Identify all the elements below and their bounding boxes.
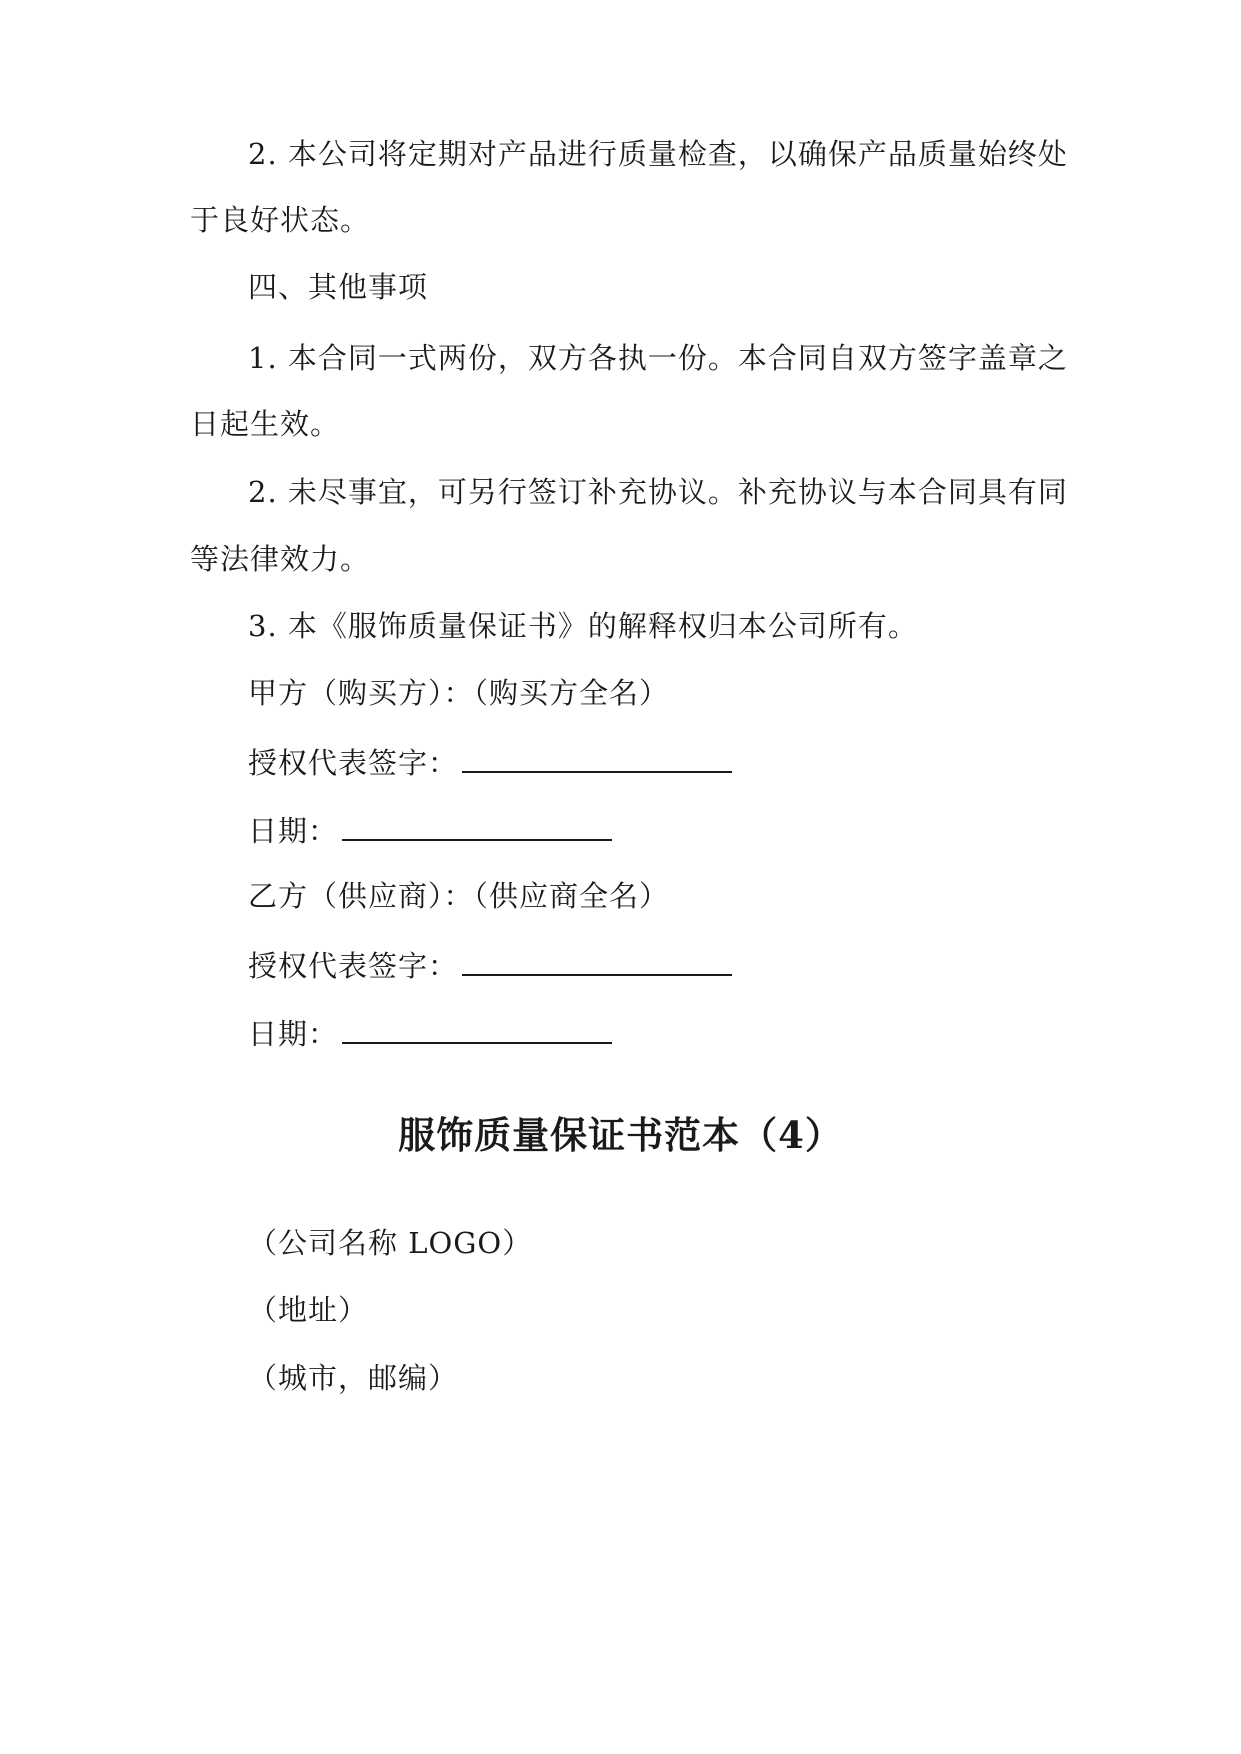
city-zip-placeholder: （城市，邮编） [248, 1361, 459, 1395]
paragraph-quality-check-line2: 于良好状态。 [190, 203, 371, 237]
party-b-signature-blank[interactable] [462, 944, 732, 976]
party-b-date-label: 日期： [248, 1017, 339, 1051]
party-a-date-label: 日期： [248, 814, 339, 848]
party-a-signature-row [248, 741, 1108, 783]
party-b-date-row [248, 1012, 1108, 1054]
paragraph-interpretation: 3. 本《服饰质量保证书》的解释权归本公司所有。 [248, 609, 918, 643]
paragraph-copies-line2: 日起生效。 [190, 407, 341, 441]
paragraph-quality-check-line1: 2. 本公司将定期对产品进行质量检查，以确保产品质量始终处 [248, 137, 1068, 171]
party-b-signature-row [248, 944, 1108, 986]
company-logo-placeholder: （公司名称 LOGO） [248, 1226, 533, 1260]
party-a-signature-blank[interactable] [462, 741, 732, 773]
paragraph-supplement-line2: 等法律效力。 [190, 542, 371, 576]
section-heading-other-matters: 四、其他事项 [248, 270, 429, 304]
party-b-date-blank[interactable] [342, 1012, 612, 1044]
party-a-date-blank[interactable] [342, 809, 612, 841]
paragraph-supplement-line1: 2. 未尽事宜，可另行签订补充协议。补充协议与本合同具有同 [248, 475, 1068, 509]
paragraph-copies-line1: 1. 本合同一式两份，双方各执一份。本合同自双方签字盖章之 [248, 341, 1068, 375]
party-a-name: 甲方（购买方）：（购买方全名） [248, 676, 670, 710]
party-a-date-row [248, 809, 1108, 851]
address-placeholder: （地址） [248, 1293, 369, 1327]
party-b-signature-label: 授权代表签字： [248, 949, 459, 983]
party-a-signature-label: 授权代表签字： [248, 746, 459, 780]
party-b-name: 乙方（供应商）：（供应商全名） [248, 879, 670, 913]
template-4-title: 服饰质量保证书范本（4） [398, 1113, 843, 1157]
